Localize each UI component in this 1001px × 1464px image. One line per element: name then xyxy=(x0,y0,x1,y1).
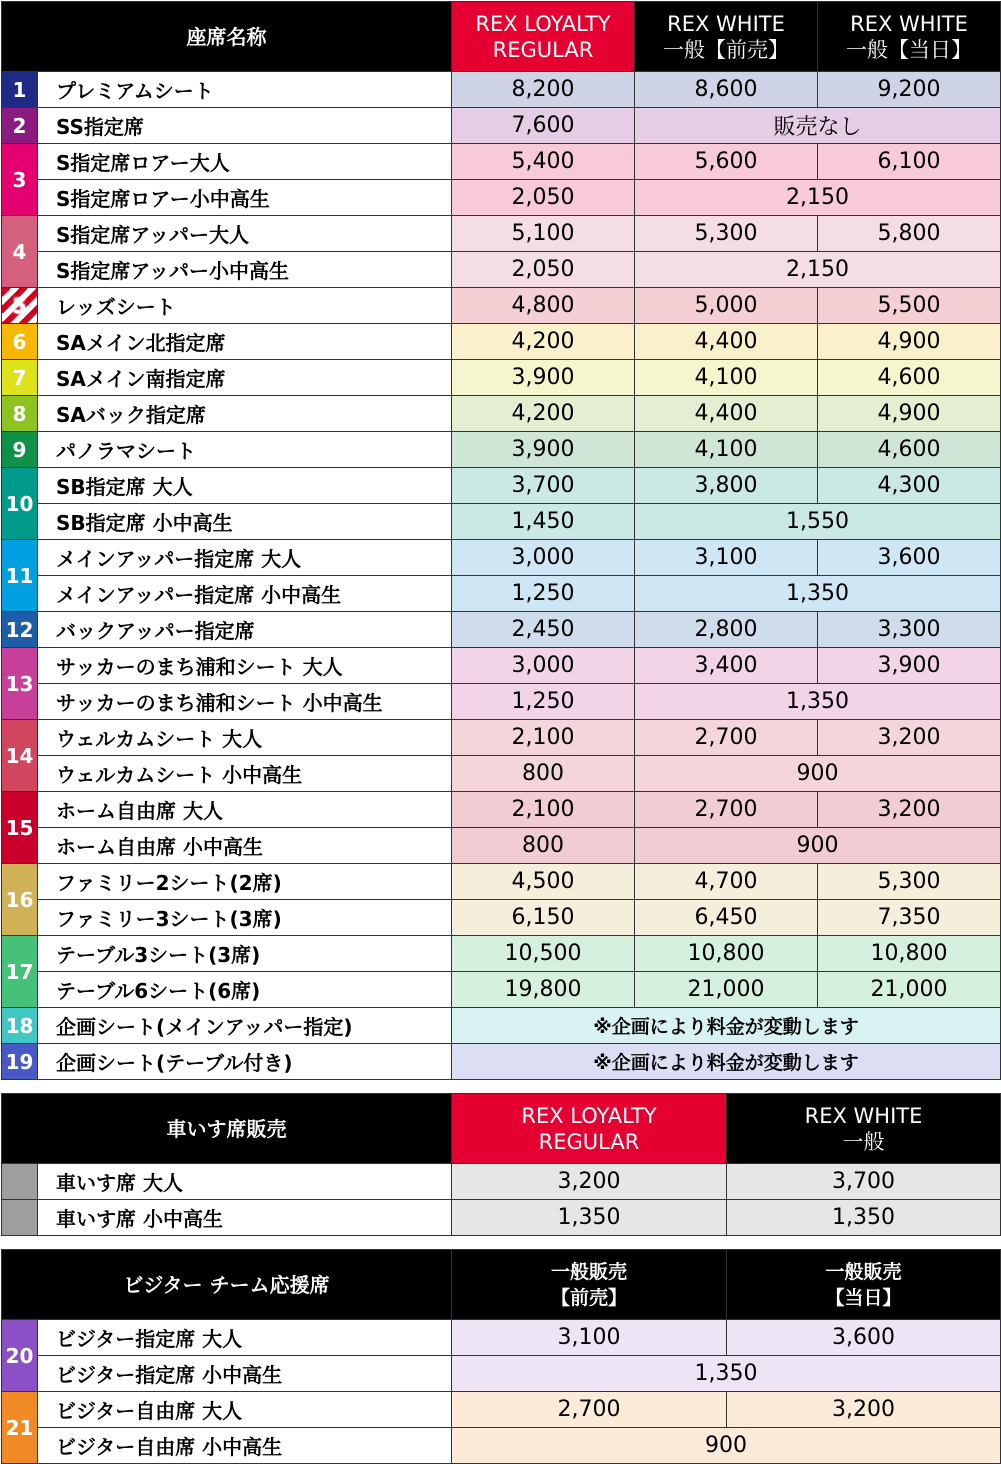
price-cell: 4,600 xyxy=(818,432,1001,468)
table-row xyxy=(2,1356,1001,1392)
table-row xyxy=(2,828,1001,864)
price-cell: 3,200 xyxy=(818,792,1001,828)
seat-number-badge: 21 xyxy=(2,1392,38,1464)
header-line: REGULAR xyxy=(538,1129,640,1154)
seat-name: ビジター指定席 大人 xyxy=(38,1320,452,1356)
table-row xyxy=(2,756,1001,792)
price-cell: 5,500 xyxy=(818,288,1001,324)
price-cell: 4,700 xyxy=(635,864,818,900)
price-cell: 21,000 xyxy=(635,972,818,1008)
price-cell: 1,350 xyxy=(635,576,1001,612)
seat-name: バックアッパー指定席 xyxy=(38,612,452,648)
table-row xyxy=(2,468,1001,504)
seat-number-badge: 13 xyxy=(2,648,38,720)
table-row xyxy=(2,720,1001,756)
price-cell: 5,000 xyxy=(635,288,818,324)
price-cell: 1,450 xyxy=(452,504,635,540)
table-row xyxy=(2,108,1001,144)
price-cell: 4,800 xyxy=(452,288,635,324)
header-line: 【前売】 xyxy=(551,1286,628,1309)
seat-price-table xyxy=(1,1,1001,1080)
table-row xyxy=(2,216,1001,252)
price-note: ※企画により料金が変動します xyxy=(452,1044,1001,1080)
price-cell: 1,350 xyxy=(727,1200,1001,1236)
wheelchair-badge xyxy=(2,1200,38,1236)
table-row xyxy=(2,360,1001,396)
header-line: 一般【当日】 xyxy=(846,37,972,62)
price-cell: 7,600 xyxy=(452,108,635,144)
seat-name: ビジター自由席 大人 xyxy=(38,1392,452,1428)
price-cell: 4,600 xyxy=(818,360,1001,396)
wheelchair-price-rows xyxy=(2,1164,1001,1236)
price-note: ※企画により料金が変動します xyxy=(452,1008,1001,1044)
seat-number-badge: 11 xyxy=(2,540,38,612)
price-cell: 2,050 xyxy=(452,252,635,288)
price-cell: 4,400 xyxy=(635,396,818,432)
header-line: REX WHITE xyxy=(804,1103,923,1128)
seat-number-badge: 5 xyxy=(2,288,38,324)
table-row xyxy=(2,252,1001,288)
price-cell: 5,300 xyxy=(635,216,818,252)
header-line: REX LOYALTY xyxy=(521,1103,657,1128)
price-cell: 3,700 xyxy=(452,468,635,504)
table-row xyxy=(2,936,1001,972)
table-row xyxy=(2,900,1001,936)
seat-number-badge: 10 xyxy=(2,468,38,540)
table-row xyxy=(2,504,1001,540)
seat-name: メインアッパー指定席 大人 xyxy=(38,540,452,576)
seat-name: ファミリー2シート(2席) xyxy=(38,864,452,900)
table-row xyxy=(2,324,1001,360)
seat-name: ファミリー3シート(3席) xyxy=(38,900,452,936)
seat-number-badge: 20 xyxy=(2,1320,38,1392)
seat-name: SS指定席 xyxy=(38,108,452,144)
table-row xyxy=(2,1164,1001,1200)
price-cell: 3,000 xyxy=(452,648,635,684)
table-row xyxy=(2,540,1001,576)
seat-number-badge: 16 xyxy=(2,864,38,936)
price-cell: 4,100 xyxy=(635,360,818,396)
seat-name: S指定席アッパー大人 xyxy=(38,216,452,252)
seat-name: ビジター自由席 小中高生 xyxy=(38,1428,452,1464)
seat-name: ホーム自由席 大人 xyxy=(38,792,452,828)
price-cell: 2,050 xyxy=(452,180,635,216)
price-cell: 3,200 xyxy=(727,1392,1001,1428)
header-line: 一般 xyxy=(842,1129,885,1154)
seat-name: テーブル3シート(3席) xyxy=(38,936,452,972)
price-cell: 900 xyxy=(452,1428,1001,1464)
price-cell: 3,900 xyxy=(818,648,1001,684)
seat-name: 車いす席 大人 xyxy=(38,1164,452,1200)
table-row xyxy=(2,1200,1001,1236)
price-cell: 6,450 xyxy=(635,900,818,936)
price-cell: 5,100 xyxy=(452,216,635,252)
price-cell: 21,000 xyxy=(818,972,1001,1008)
table-row xyxy=(2,648,1001,684)
header-line: 一般販売 xyxy=(825,1260,902,1283)
header-rex-white-day xyxy=(818,2,1001,72)
seat-number-badge: 1 xyxy=(2,72,38,108)
price-cell: 4,900 xyxy=(818,396,1001,432)
seat-number-badge: 8 xyxy=(2,396,38,432)
seat-name: S指定席ロアー小中高生 xyxy=(38,180,452,216)
seat-number-badge: 7 xyxy=(2,360,38,396)
header-general-advance xyxy=(452,1250,727,1320)
header-rex-loyalty xyxy=(452,1094,727,1164)
header-line: 【当日】 xyxy=(825,1286,902,1309)
seat-name: 企画シート(テーブル付き) xyxy=(38,1044,452,1080)
price-cell: 6,150 xyxy=(452,900,635,936)
seat-number-badge: 4 xyxy=(2,216,38,288)
price-cell: 800 xyxy=(452,756,635,792)
seat-name: SB指定席 大人 xyxy=(38,468,452,504)
seat-name: ウェルカムシート 小中高生 xyxy=(38,756,452,792)
seat-number-badge: 6 xyxy=(2,324,38,360)
table-row xyxy=(2,612,1001,648)
price-cell: 8,600 xyxy=(635,72,818,108)
seat-name: SAメイン北指定席 xyxy=(38,324,452,360)
price-cell: 1,250 xyxy=(452,576,635,612)
seat-number-badge: 12 xyxy=(2,612,38,648)
price-cell: 1,350 xyxy=(452,1200,727,1236)
price-cell: 7,350 xyxy=(818,900,1001,936)
table-row xyxy=(2,792,1001,828)
price-cell: 2,100 xyxy=(452,720,635,756)
header-line: REX WHITE xyxy=(850,11,968,36)
price-cell: 1,350 xyxy=(452,1356,1001,1392)
seat-number-badge: 15 xyxy=(2,792,38,864)
header-line: 一般販売 xyxy=(551,1260,628,1283)
table-row xyxy=(2,396,1001,432)
table-row xyxy=(2,576,1001,612)
seat-name: SAバック指定席 xyxy=(38,396,452,432)
seat-number-badge: 2 xyxy=(2,108,38,144)
header-line: 一般【前売】 xyxy=(663,37,789,62)
price-cell: 5,800 xyxy=(818,216,1001,252)
price-cell: 3,900 xyxy=(452,360,635,396)
seat-name: レッズシート xyxy=(38,288,452,324)
wheelchair-price-table xyxy=(1,1093,1001,1236)
table-row xyxy=(2,180,1001,216)
seat-name: プレミアムシート xyxy=(38,72,452,108)
table-row xyxy=(2,1008,1001,1044)
price-cell: 5,300 xyxy=(818,864,1001,900)
header-rex-white-advance xyxy=(635,2,818,72)
table-row xyxy=(2,1392,1001,1428)
table-row xyxy=(2,864,1001,900)
seat-number-badge: 14 xyxy=(2,720,38,792)
price-cell: 5,400 xyxy=(452,144,635,180)
price-cell: 4,300 xyxy=(818,468,1001,504)
price-cell: 3,100 xyxy=(635,540,818,576)
seat-number-badge: 19 xyxy=(2,1044,38,1080)
price-cell: 8,200 xyxy=(452,72,635,108)
visitor-price-table xyxy=(1,1249,1001,1464)
seat-name: ビジター指定席 小中高生 xyxy=(38,1356,452,1392)
price-cell: 3,900 xyxy=(452,432,635,468)
price-cell: 3,600 xyxy=(818,540,1001,576)
seat-price-rows xyxy=(2,72,1001,1080)
price-cell: 3,000 xyxy=(452,540,635,576)
price-cell: 1,250 xyxy=(452,684,635,720)
seat-number-badge: 17 xyxy=(2,936,38,1008)
price-cell: 4,500 xyxy=(452,864,635,900)
header-line: REGULAR xyxy=(492,37,594,62)
seat-name: テーブル6シート(6席) xyxy=(38,972,452,1008)
header-visitor: ビジター チーム応援席 xyxy=(2,1250,452,1320)
header-general-day xyxy=(727,1250,1001,1320)
seat-name: 車いす席 小中高生 xyxy=(38,1200,452,1236)
price-cell: 3,700 xyxy=(727,1164,1001,1200)
seat-name: ウェルカムシート 大人 xyxy=(38,720,452,756)
table-row xyxy=(2,432,1001,468)
price-cell: 3,600 xyxy=(727,1320,1001,1356)
price-cell: 4,400 xyxy=(635,324,818,360)
price-cell: 800 xyxy=(452,828,635,864)
price-cell: 2,800 xyxy=(635,612,818,648)
seat-name: パノラマシート xyxy=(38,432,452,468)
wheelchair-badge xyxy=(2,1164,38,1200)
seat-name: SB指定席 小中高生 xyxy=(38,504,452,540)
price-cell: 2,150 xyxy=(635,252,1001,288)
table-row xyxy=(2,684,1001,720)
header-line: REX LOYALTY xyxy=(475,11,611,36)
price-cell: 3,800 xyxy=(635,468,818,504)
price-cell: 19,800 xyxy=(452,972,635,1008)
price-cell: 2,450 xyxy=(452,612,635,648)
price-cell: 10,500 xyxy=(452,936,635,972)
seat-name: サッカーのまち浦和シート 小中高生 xyxy=(38,684,452,720)
table-row xyxy=(2,288,1001,324)
header-rex-loyalty xyxy=(452,2,635,72)
seat-name: 企画シート(メインアッパー指定) xyxy=(38,1008,452,1044)
header-seat-name: 座席名称 xyxy=(2,2,452,72)
table-row xyxy=(2,1320,1001,1356)
seat-name: メインアッパー指定席 小中高生 xyxy=(38,576,452,612)
price-cell: 10,800 xyxy=(818,936,1001,972)
price-cell: 900 xyxy=(635,828,1001,864)
table-row xyxy=(2,72,1001,108)
price-cell: 3,200 xyxy=(818,720,1001,756)
price-cell: 3,200 xyxy=(452,1164,727,1200)
price-cell: 4,200 xyxy=(452,396,635,432)
table-row xyxy=(2,1044,1001,1080)
price-cell: 3,300 xyxy=(818,612,1001,648)
price-cell: 5,600 xyxy=(635,144,818,180)
price-cell: 2,100 xyxy=(452,792,635,828)
seat-name: S指定席ロアー大人 xyxy=(38,144,452,180)
seat-number-badge: 18 xyxy=(2,1008,38,1044)
seat-number-badge: 3 xyxy=(2,144,38,216)
price-cell: 3,100 xyxy=(452,1320,727,1356)
price-cell: 販売なし xyxy=(635,108,1001,144)
header-rex-white xyxy=(727,1094,1001,1164)
header-line: REX WHITE xyxy=(667,11,785,36)
price-cell: 900 xyxy=(635,756,1001,792)
header-wheelchair: 車いす席販売 xyxy=(2,1094,452,1164)
seat-name: S指定席アッパー小中高生 xyxy=(38,252,452,288)
price-cell: 9,200 xyxy=(818,72,1001,108)
price-cell: 4,100 xyxy=(635,432,818,468)
price-cell: 2,700 xyxy=(635,792,818,828)
seat-number-badge: 9 xyxy=(2,432,38,468)
price-cell: 2,150 xyxy=(635,180,1001,216)
seat-name: SAメイン南指定席 xyxy=(38,360,452,396)
seat-name: サッカーのまち浦和シート 大人 xyxy=(38,648,452,684)
table-row xyxy=(2,972,1001,1008)
table-row xyxy=(2,1428,1001,1464)
price-cell: 4,900 xyxy=(818,324,1001,360)
price-cell: 4,200 xyxy=(452,324,635,360)
price-cell: 10,800 xyxy=(635,936,818,972)
price-cell: 2,700 xyxy=(635,720,818,756)
price-cell: 1,550 xyxy=(635,504,1001,540)
price-cell: 3,400 xyxy=(635,648,818,684)
price-cell: 2,700 xyxy=(452,1392,727,1428)
seat-name: ホーム自由席 小中高生 xyxy=(38,828,452,864)
visitor-price-rows xyxy=(2,1320,1001,1464)
price-cell: 6,100 xyxy=(818,144,1001,180)
table-row xyxy=(2,144,1001,180)
price-cell: 1,350 xyxy=(635,684,1001,720)
